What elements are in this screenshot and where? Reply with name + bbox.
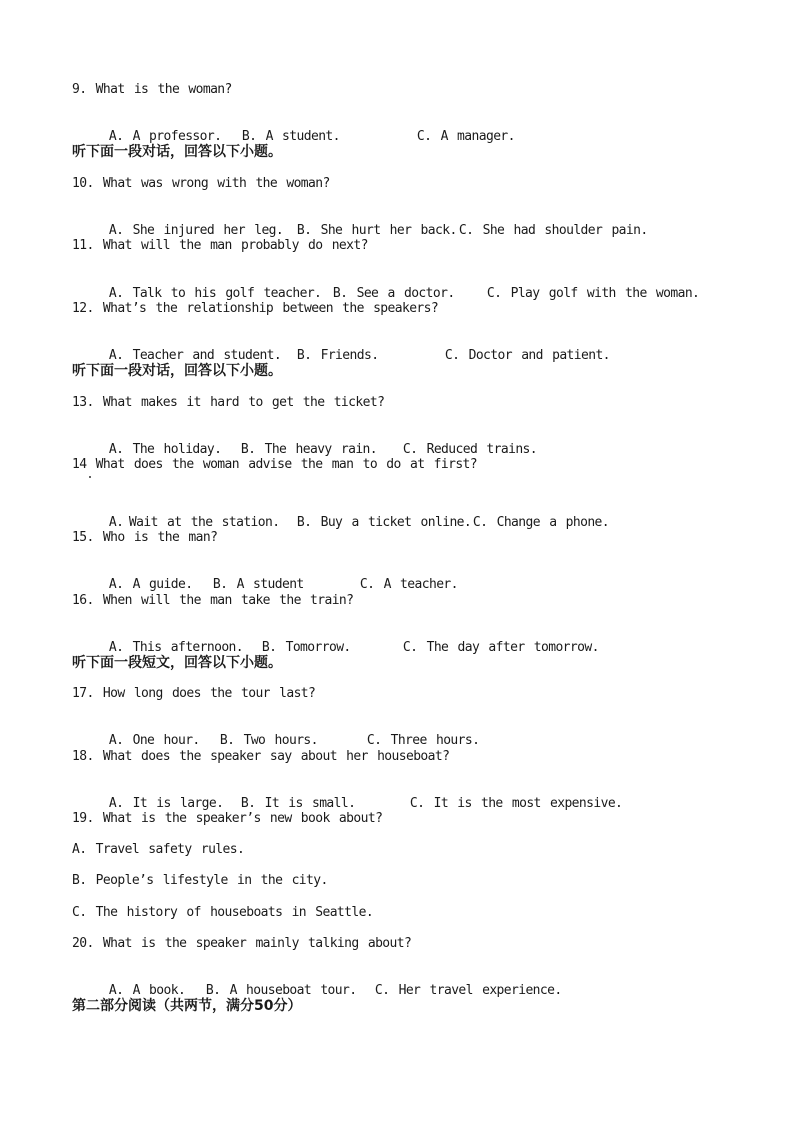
option-c: C. Doctor and patient. — [444, 348, 610, 363]
stray-mark — [89, 476, 91, 478]
option-a: A. She injured her leg. — [108, 223, 284, 238]
part-two-heading: 第二部分阅读（共两节，满分50分） — [72, 998, 302, 1014]
option-c: C. Play golf with the woman. — [486, 286, 700, 301]
option-c: C. A teacher. — [359, 577, 458, 592]
option-a: A. This afternoon. — [108, 640, 244, 655]
question-13: 13. What makes it hard to get the ticket? — [72, 395, 385, 410]
option-c: C. A manager. — [416, 129, 515, 144]
option-a-letter: A. — [108, 515, 124, 530]
option-b: B. See a doctor. — [332, 286, 455, 301]
option-c: C. Change a phone. — [472, 515, 610, 530]
option-a: A. A professor. — [108, 129, 222, 144]
question-19-option-a: A. Travel safety rules. — [72, 842, 245, 857]
question-15: 15. Who is the man? — [72, 530, 218, 545]
option-c: C. The day after tomorrow. — [402, 640, 599, 655]
option-a: A. A book. — [108, 983, 186, 998]
option-a: A. A guide. — [108, 577, 193, 592]
question-17: 17. How long does the tour last? — [72, 686, 316, 701]
question-19: 19. What is the speaker’s new book about? — [72, 811, 383, 826]
section-heading-dialogue-2: 听下面一段对话，回答以下小题。 — [72, 363, 282, 379]
option-a: A. The holiday. — [108, 442, 222, 457]
section-heading-passage: 听下面一段短文，回答以下小题。 — [72, 655, 282, 671]
question-12: 12. What’s the relationship between the speakers? — [72, 301, 439, 316]
option-c: C. Her travel experience. — [374, 983, 562, 998]
question-11: 11. What will the man probably do next? — [72, 238, 368, 253]
option-b: B. It is small. — [240, 796, 356, 811]
question-10: 10. What was wrong with the woman? — [72, 176, 330, 191]
question-9: 9. What is the woman? — [72, 82, 232, 97]
option-b: B. A student. — [241, 129, 340, 144]
option-b: B. A student — [212, 577, 304, 592]
question-14: 14 What does the woman advise the man to do at first? — [72, 457, 478, 472]
question-19-option-c: C. The history of houseboats in Seattle. — [72, 905, 374, 920]
question-16: 16. When will the man take the train? — [72, 593, 354, 608]
option-c: C. It is the most expensive. — [409, 796, 623, 811]
option-a: A. Talk to his golf teacher. — [108, 286, 322, 301]
option-b: B. Tomorrow. — [261, 640, 351, 655]
option-b: B. The heavy rain. — [240, 442, 378, 457]
option-b: B. Friends. — [296, 348, 379, 363]
option-b: B. Two hours. — [219, 733, 318, 748]
question-20: 20. What is the speaker mainly talking about? — [72, 936, 412, 951]
option-c: C. Reduced trains. — [402, 442, 538, 457]
question-19-option-b: B. People’s lifestyle in the city. — [72, 873, 328, 888]
option-a: Wait at the station. — [128, 515, 280, 530]
option-b: B. Buy a ticket online. — [296, 515, 472, 530]
question-18: 18. What does the speaker say about her houseboat? — [72, 749, 450, 764]
option-c: C. She had shoulder pain. — [458, 223, 648, 238]
option-a: A. Teacher and student. — [108, 348, 282, 363]
option-a: A. One hour. — [108, 733, 200, 748]
option-c: C. Three hours. — [366, 733, 480, 748]
section-heading-dialogue-1: 听下面一段对话，回答以下小题。 — [72, 144, 282, 160]
option-b: B. She hurt her back. — [296, 223, 457, 238]
option-a: A. It is large. — [108, 796, 224, 811]
option-b: B. A houseboat tour. — [205, 983, 357, 998]
